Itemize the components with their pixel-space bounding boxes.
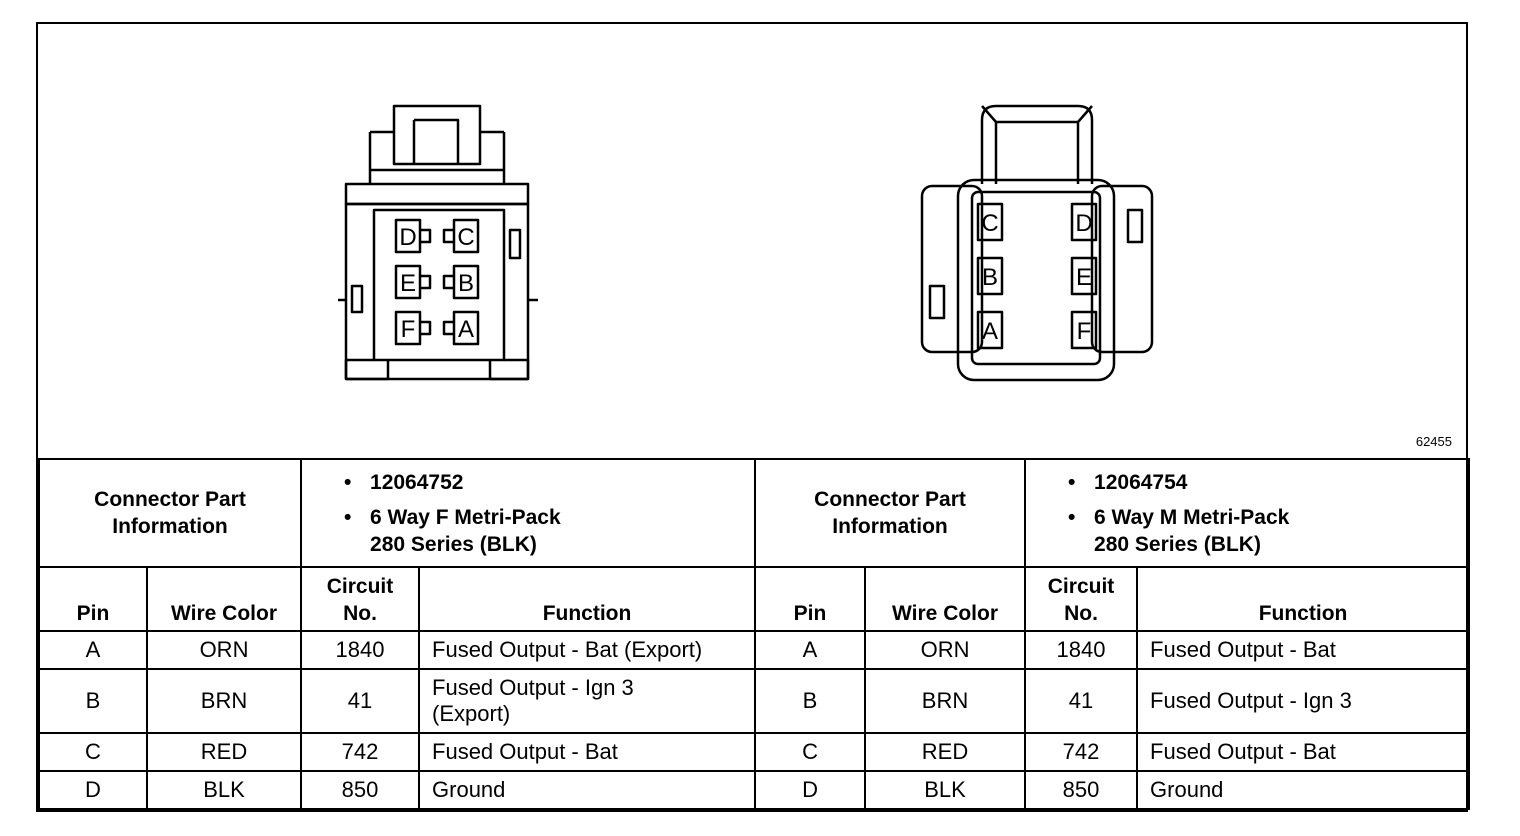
figure-id: 62455 <box>1415 434 1452 449</box>
table-row <box>39 631 1469 669</box>
male-pin-b-label: B <box>981 264 999 291</box>
left-circuit-cell: 41 <box>301 669 419 733</box>
female-pin-f-label: F <box>400 316 416 343</box>
left-function-cell: Fused Output - Bat <box>419 733 755 771</box>
right-wire-color-cell: ORN <box>865 631 1025 669</box>
left-description-line1: 6 Way F Metri-Pack <box>370 505 561 529</box>
right-function-cell: Fused Output - Bat <box>1137 733 1469 771</box>
connector-figure <box>38 24 1466 458</box>
right-circuit-header-line2: No. <box>1064 602 1098 625</box>
part-info-row <box>39 459 1469 567</box>
table-row <box>39 733 1469 771</box>
left-function-cell: Ground <box>419 771 755 809</box>
left-pin-header: Pin <box>39 567 147 631</box>
left-circuit-header-line1: Circuit <box>326 575 394 598</box>
female-pin-d-label: D <box>399 224 417 251</box>
left-wire-color-cell: RED <box>147 733 301 771</box>
connector-pinout-table <box>38 458 1470 810</box>
right-pin-cell: D <box>755 771 865 809</box>
male-pin-f-label: F <box>1076 318 1092 345</box>
right-part-number: 12064754 <box>1094 470 1188 494</box>
female-connector-face <box>338 106 538 379</box>
right-function-cell: Fused Output - Bat <box>1137 631 1469 669</box>
table-row <box>39 771 1469 809</box>
right-circuit-cell: 850 <box>1025 771 1137 809</box>
left-wire-color-cell: BRN <box>147 669 301 733</box>
right-wire-color-cell: BLK <box>865 771 1025 809</box>
right-pin-cell: A <box>755 631 865 669</box>
left-pin-cell: A <box>39 631 147 669</box>
right-circuit-header-line1: Circuit <box>1047 575 1115 598</box>
left-pin-cell: C <box>39 733 147 771</box>
right-pin-header: Pin <box>755 567 865 631</box>
table-row <box>39 669 1469 733</box>
right-description-line1: 6 Way M Metri-Pack <box>1094 505 1290 529</box>
connector-sheet <box>36 22 1468 812</box>
left-description-line2: 280 Series (BLK) <box>370 532 537 556</box>
right-circuit-header <box>1025 567 1137 631</box>
right-wire-color-header: Wire Color <box>865 567 1025 631</box>
male-pin-c-label: C <box>981 210 999 237</box>
left-circuit-cell: 850 <box>301 771 419 809</box>
female-pin-a-label: A <box>457 316 475 343</box>
female-pin-e-label: E <box>399 270 417 297</box>
female-pin-c-label: C <box>457 224 475 251</box>
left-circuit-header-line2: No. <box>343 602 377 625</box>
left-function-cell <box>419 669 755 733</box>
connector-faces-drawing <box>38 24 1466 458</box>
left-function-line2: (Export) <box>432 701 511 726</box>
right-function-header: Function <box>1137 567 1469 631</box>
left-part-number: 12064752 <box>370 470 464 494</box>
right-circuit-cell: 41 <box>1025 669 1137 733</box>
right-circuit-cell: 1840 <box>1025 631 1137 669</box>
column-header-row <box>39 567 1469 631</box>
left-circuit-header <box>301 567 419 631</box>
male-pin-d-label: D <box>1075 210 1093 237</box>
left-circuit-cell: 1840 <box>301 631 419 669</box>
female-pin-b-label: B <box>457 270 475 297</box>
left-circuit-cell: 742 <box>301 733 419 771</box>
right-function-cell: Fused Output - Ign 3 <box>1137 669 1469 733</box>
right-function-cell: Ground <box>1137 771 1469 809</box>
left-function-header: Function <box>419 567 755 631</box>
right-part-info-label: Connector Part Information <box>755 459 1025 567</box>
left-pin-cell: B <box>39 669 147 733</box>
right-pin-cell: C <box>755 733 865 771</box>
right-part-info: • 12064754 • 6 Way M Metri-Pack 280 Series (BLK) <box>1025 459 1469 567</box>
right-wire-color-cell: RED <box>865 733 1025 771</box>
left-wire-color-header: Wire Color <box>147 567 301 631</box>
left-wire-color-cell: ORN <box>147 631 301 669</box>
right-pin-cell: B <box>755 669 865 733</box>
right-description-line2: 280 Series (BLK) <box>1094 532 1261 556</box>
left-part-info-label: Connector Part Information <box>39 459 301 567</box>
male-connector-face <box>922 106 1152 380</box>
left-function-line1: Fused Output - Ign 3 <box>432 675 634 700</box>
right-circuit-cell: 742 <box>1025 733 1137 771</box>
left-wire-color-cell: BLK <box>147 771 301 809</box>
male-pin-a-label: A <box>981 318 999 345</box>
left-pin-cell: D <box>39 771 147 809</box>
male-pin-e-label: E <box>1075 264 1093 291</box>
right-wire-color-cell: BRN <box>865 669 1025 733</box>
left-function-cell: Fused Output - Bat (Export) <box>419 631 755 669</box>
left-part-info: • 12064752 • 6 Way F Metri-Pack 280 Series (BLK) <box>301 459 755 567</box>
